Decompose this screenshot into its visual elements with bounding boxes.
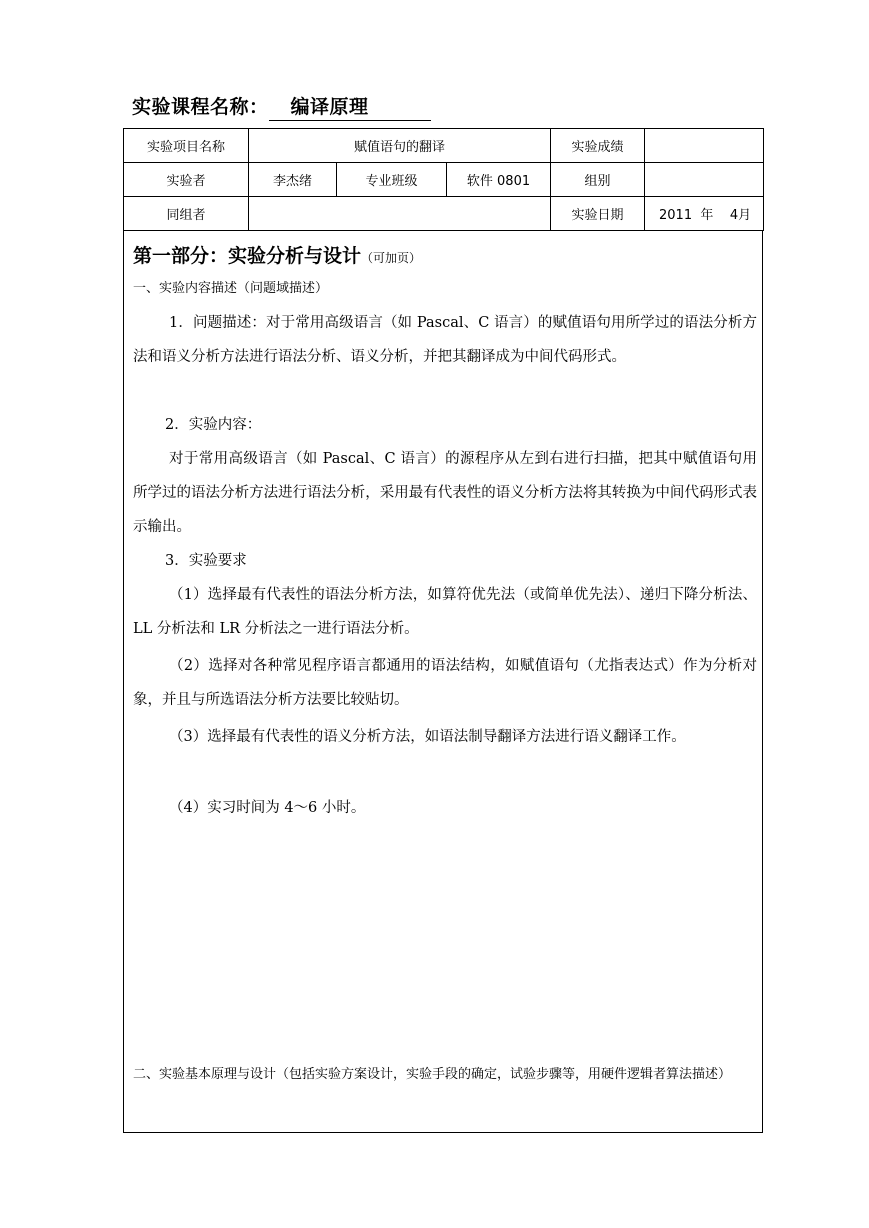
paragraph-requirements-heading: 3．实验要求 — [165, 553, 247, 569]
group-value — [645, 163, 764, 197]
requirement-1: （1）选择最有代表性的语法分析方法，如算符优先法（或简单优先法）、递归下降分析法、LL 分析法和 LR 分析法之一进行语法分析。 — [133, 587, 757, 637]
requirement-2: （2）选择对各种常见程序语言都通用的语法结构，如赋值语句（尤指表达式）作为分析对象，并且与所选语法分析方法要比较贴切。 — [133, 658, 757, 708]
section2-heading: 二、实验基本原理与设计（包括实验方案设计，实验手段的确定，试验步骤等，用硬件逻辑者算法描述） — [133, 1067, 732, 1082]
part1-title-note: （可加页） — [361, 251, 422, 265]
experimenter-value: 李杰绪 — [249, 163, 337, 197]
grade-label: 实验成绩 — [551, 129, 645, 163]
part1-title-text: 第一部分：实验分析与设计 — [133, 245, 362, 267]
project-label: 实验项目名称 — [124, 129, 249, 163]
course-label: 实验课程名称： — [132, 96, 269, 118]
info-row-project — [124, 129, 764, 163]
date-label: 实验日期 — [551, 197, 645, 231]
experimenter-label: 实验者 — [124, 163, 249, 197]
requirement-3: （3）选择最有代表性的语义分析方法，如语法制导翻译方法进行语义翻译工作。 — [169, 729, 686, 745]
info-row-partner — [124, 197, 764, 231]
partner-value — [249, 197, 551, 231]
section1-heading: 一、实验内容描述（问题域描述） — [133, 281, 329, 296]
course-title — [132, 92, 431, 121]
class-label: 专业班级 — [337, 163, 447, 197]
info-row-experimenter — [124, 163, 764, 197]
grade-value — [645, 129, 764, 163]
date-value: 2011 年 4月 — [645, 197, 764, 231]
paragraph-content: 对于常用高级语言（如 Pascal、C 语言）的源程序从左到右进行扫描，把其中赋值语句用所学过的语法分析方法进行语法分析，采用最有代表性的语义分析方法将其转换为中间代码形式表示输出。 — [133, 451, 757, 535]
part1-body — [123, 231, 763, 1133]
group-label: 组别 — [551, 163, 645, 197]
project-value: 赋值语句的翻译 — [249, 129, 551, 163]
requirement-4: （4）实习时间为 4～6 小时。 — [169, 800, 366, 816]
partner-label: 同组者 — [124, 197, 249, 231]
part1-title — [133, 241, 421, 268]
course-name: 编译原理 — [269, 92, 431, 121]
paragraph-content-heading: 2．实验内容： — [165, 417, 262, 433]
paragraph-problem: 1．问题描述：对于常用高级语言（如 Pascal、C 语言）的赋值语句用所学过的语法分析方法和语义分析方法进行语法分析、语义分析，并把其翻译成为中间代码形式。 — [133, 315, 757, 365]
class-value: 软件 0801 — [447, 163, 551, 197]
info-table — [123, 128, 764, 231]
